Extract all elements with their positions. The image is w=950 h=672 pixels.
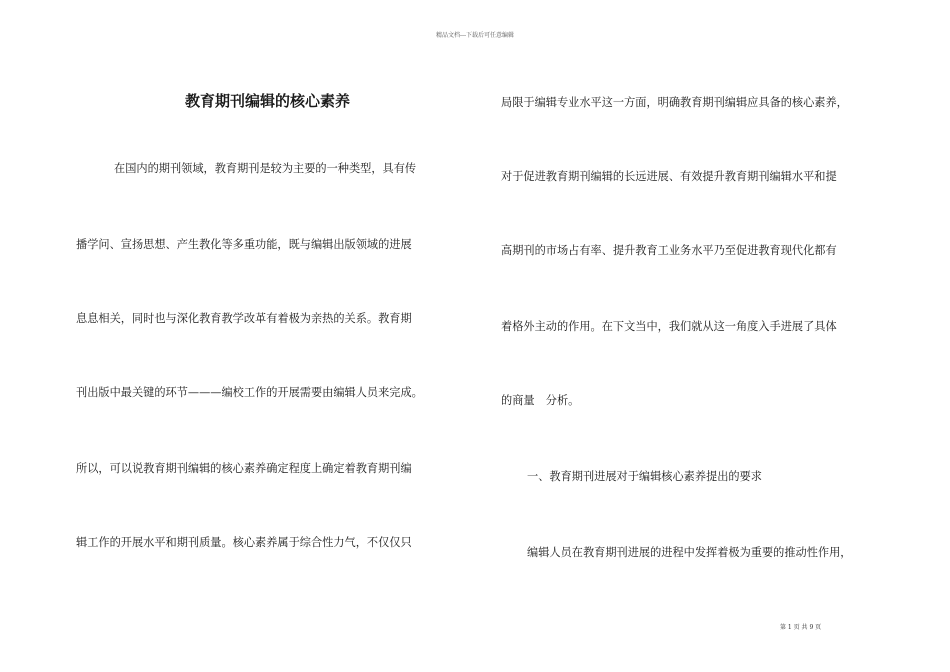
paragraph-line: 息息相关，同时也与深化教育教学改革有着极为亲热的关系。教育期 bbox=[76, 312, 412, 325]
paragraph-line: 播学问、宣扬思想、产生教化等多重功能，既与编辑出版领域的进展 bbox=[76, 238, 412, 251]
paragraph-line: 编辑人员在教育期刊进展的进程中发挥着极为重要的推动性作用， bbox=[527, 546, 852, 559]
paragraph-line: 对于促进教育期刊编辑的长远进展、有效提升教育期刊编辑水平和提 bbox=[501, 170, 837, 183]
paragraph-line: 刊出版中最关键的环节———编校工作的开展需要由编辑人员来完成。 bbox=[76, 386, 423, 399]
page-header: 精品文档---下载后可任意编辑 bbox=[435, 32, 515, 39]
paragraph-line: 局限于编辑专业水平这一方面，明确教育期刊编辑应具备的核心素养， bbox=[501, 96, 848, 109]
article-title: 教育期刊编辑的核心素养 bbox=[184, 92, 350, 110]
paragraph-line: 在国内的期刊领域，教育期刊是较为主要的一种类型，具有传 bbox=[114, 162, 417, 175]
paragraph-line: 所以，可以说教育期刊编辑的核心素养确定程度上确定着教育期刊编 bbox=[76, 462, 412, 475]
paragraph-line: 高期刊的市场占有率、提升教育工业务水平乃至促进教育现代化都有 bbox=[501, 244, 837, 257]
section-heading: 一、教育期刊进展对于编辑核心素养提出的要求 bbox=[527, 470, 762, 483]
paragraph-line: 的商量 分析。 bbox=[501, 394, 580, 407]
paragraph-line: 着格外主动的作用。在下文当中，我们就从这一角度入手进展了具体 bbox=[501, 320, 837, 333]
page-number: 第 1 页 共 9 页 bbox=[780, 624, 822, 631]
paragraph-line: 辑工作的开展水平和期刊质量。核心素养属于综合性力气，不仅仅只 bbox=[76, 536, 412, 549]
